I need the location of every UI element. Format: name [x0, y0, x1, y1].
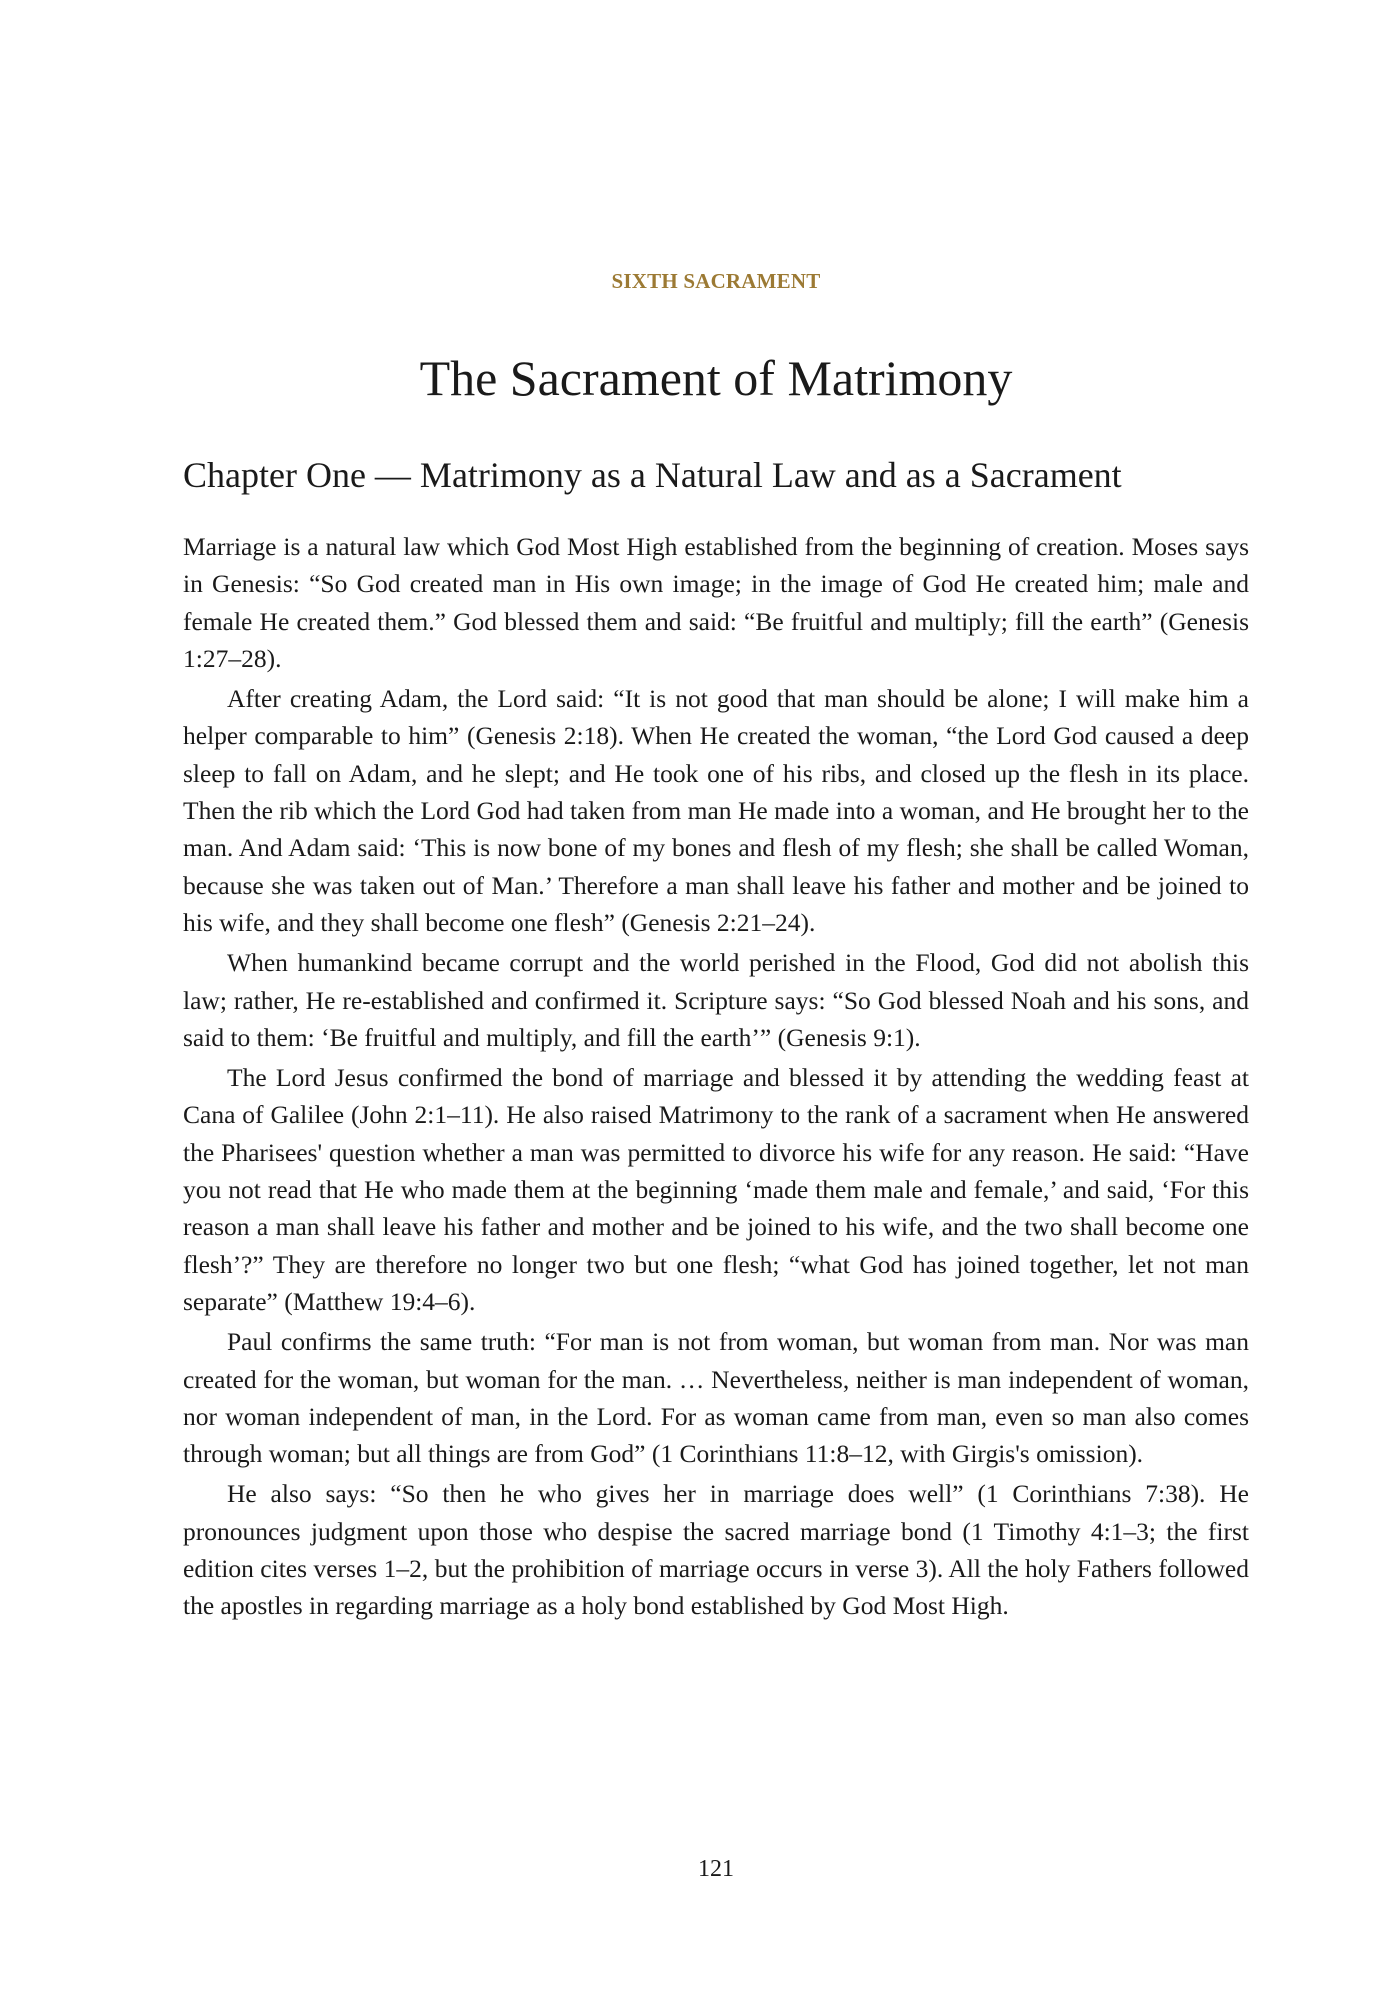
paragraph: The Lord Jesus confirmed the bond of marriage and blessed it by attending the wedding feast at Cana of Galilee (John 2:1–11). He also raised Matrimony to the rank of a sacrament when He answered the Pharisees' question whether a man was permitted to divorce his wife for any reason. He said: “Have you not read that He who made them at the beginning ‘made them male and female,’ and said, ‘For this reason a man shall leave his father and mother and be joined to his wife, and the two shall become one flesh’?” They are therefore no longer two but one flesh; “what God has joined together, let not man separate” (Matthew 19:4–6).: [183, 1063, 1249, 1316]
paragraph: When humankind became corrupt and the world perished in the Flood, God did not abolish this law; rather, He re-established and confirmed it. Scripture says: “So God blessed Noah and his sons, and said to them: ‘Be fruitful and multiply, and fill the earth’” (Genesis 9:1).: [183, 948, 1249, 1052]
body-text: [183, 528, 1249, 1625]
page-number: 121: [698, 1856, 734, 1882]
paragraph: After creating Adam, the Lord said: “It is not good that man should be alone; I will make him a helper comparable to him” (Genesis 2:18). When He created the woman, “the Lord God caused a deep sleep to fall on Adam, and he slept; and He took one of his ribs, and closed up the flesh in its place. Then the rib which the Lord God had taken from man He made into a woman, and He brought her to the man. And Adam said: ‘This is now bone of my bones and flesh of my flesh; she shall be called Woman, because she was taken out of Man.’ Therefore a man shall leave his father and mother and be joined to his wife, and they shall become one flesh” (Genesis 2:21–24).: [183, 684, 1249, 937]
page-title: The Sacrament of Matrimony: [419, 350, 1013, 406]
section-label: SIXTH SACRAMENT: [611, 269, 821, 293]
paragraph: Paul confirms the same truth: “For man is not from woman, but woman from man. Nor was man created for the woman, but woman for the man. … Nevertheless, neither is man independent of woman, nor woman independent of man, in the Lord. For as woman came from man, even so man also comes through woman; but all things are from God” (1 Corinthians 11:8–12, with Girgis's omission).: [183, 1327, 1249, 1469]
paragraph: Marriage is a natural law which God Most High established from the beginning of creation. Moses says in Genesis: “So God created man in His own image; in the image of God He created him; male and female He created them.” God blessed them and said: “Be fruitful and multiply; fill the earth” (Genesis 1:27–28).: [183, 532, 1249, 673]
paragraph: He also says: “So then he who gives her in marriage does well” (1 Corinthians 7:38). He pronounces judgment upon those who despise the sacred marriage bond (1 Timothy 4:1–3; the first edition cites verses 1–2, but the prohibition of marriage occurs in verse 3). All the holy Fathers followed the apostles in regarding marriage as a holy bond established by God Most High.: [183, 1479, 1249, 1621]
book-page: [183, 0, 1249, 2000]
chapter-heading: Chapter One — Matrimony as a Natural Law and as a Sacrament: [183, 455, 1122, 495]
